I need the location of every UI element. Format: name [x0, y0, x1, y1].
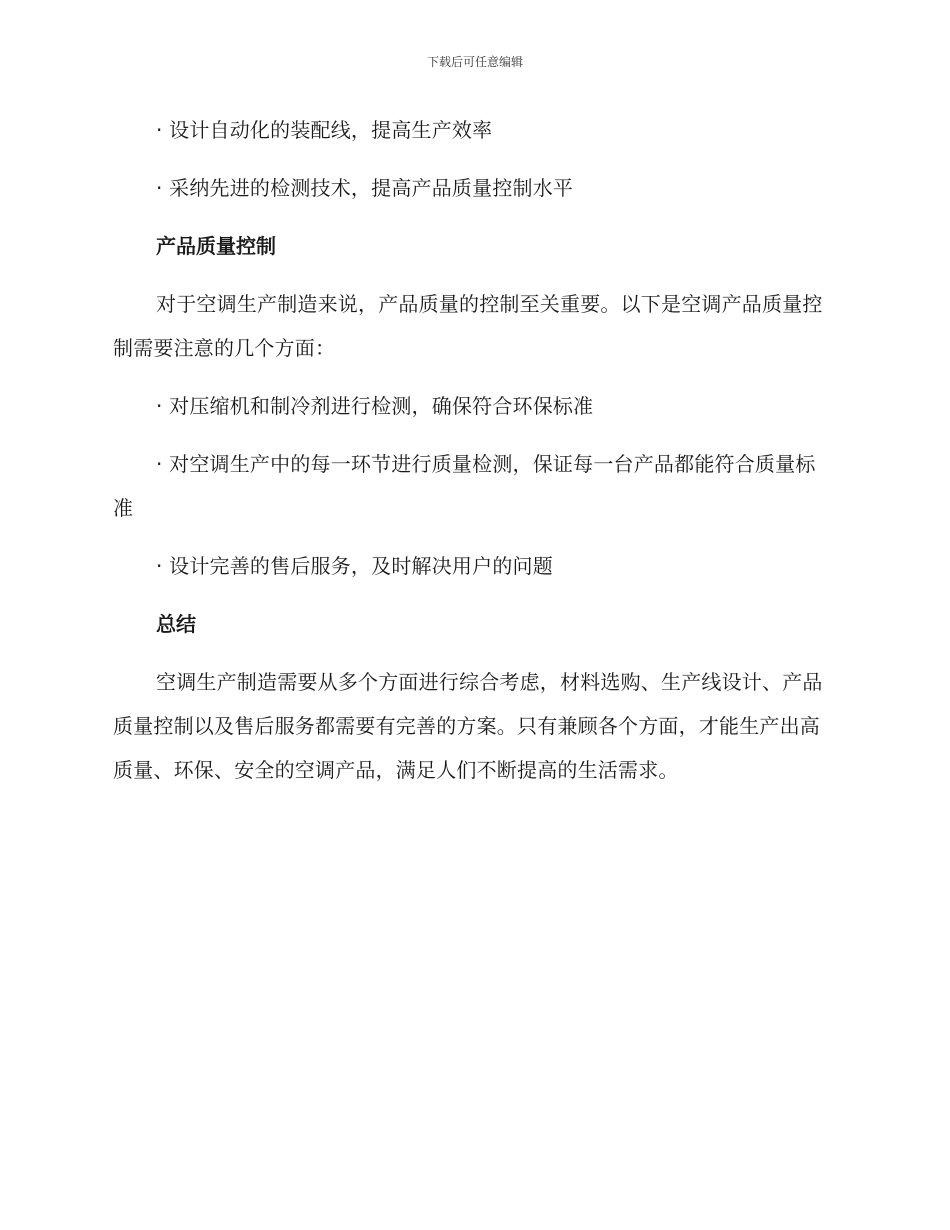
bullet-assembly-line: · 设计自动化的装配线，提高生产效率 — [156, 118, 493, 142]
bullet-inspection-tech: · 采纳先进的检测技术，提高产品质量控制水平 — [156, 176, 574, 200]
document-body — [113, 108, 835, 806]
heading-quality-control: 产品质量控制 — [156, 234, 276, 258]
bullet-compressor-check: · 对压缩机和制冷剂进行检测，确保符合环保标准 — [156, 394, 594, 418]
bullet-every-step-check: · 对空调生产中的每一环节进行质量检测，保证每一台产品都能符合质量标准 — [113, 452, 816, 520]
heading-summary: 总结 — [156, 612, 196, 636]
page-header: 下载后可任意编辑 — [426, 55, 523, 69]
para-quality-intro: 对于空调生产制造来说，产品质量的控制至关重要。以下是空调产品质量控制需要注意的几个方面： — [113, 292, 823, 360]
para-summary: 空调生产制造需要从多个方面进行综合考虑，材料选购、生产线设计、产品质量控制以及售后服务都需要有完善的方案。只有兼顾各个方面，才能生产出高质量、环保、安全的空调产品，满足人们不断提高的生活需求。 — [113, 670, 823, 782]
bullet-after-sales: · 设计完善的售后服务，及时解决用户的问题 — [156, 554, 553, 578]
